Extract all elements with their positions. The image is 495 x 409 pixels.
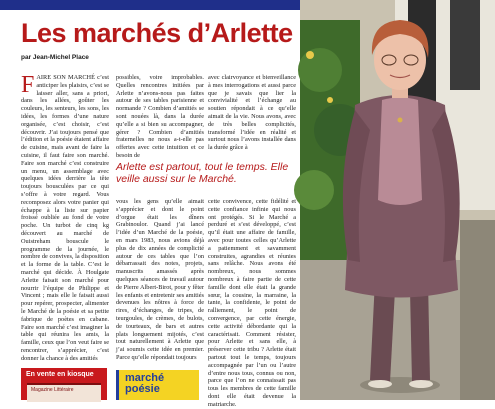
portrait-illustration (300, 0, 495, 400)
magazine-cover-thumbnail[interactable] (27, 383, 101, 402)
article-column-5 (208, 198, 296, 408)
flower-2 (327, 97, 333, 103)
necklace-pendant (398, 118, 403, 123)
kiosk-sidebar (21, 368, 107, 400)
shrub-3 (294, 170, 334, 210)
marche-poesie-cover[interactable] (116, 370, 199, 400)
article-column-1 (21, 74, 109, 362)
article-column-2 (116, 74, 204, 159)
column-2-text: possibles, voire improbables. Quelles rencontres initiées par Arlette n’avons-nous pas faites autour de ses tables parisienne et normande ? Combien d’amitiés se sont nouées là, dans la durée qu’elle a si bien su accompagner, gérer ? Combien d’amitiés fraternelles ne nous a-t-elle pas offertes avec cette intuition et ce besoin de (116, 74, 204, 159)
blouse (378, 98, 422, 206)
pull-quote: Arlette est partout, tout le temps. Elle veille aussi sur le Marché. (116, 161, 289, 185)
window-right (450, 0, 480, 90)
steps (460, 220, 495, 400)
cover-title-line-2: poésie (125, 383, 160, 395)
drop-cap: F (21, 72, 35, 98)
article-title: Les marchés d’Arlette (21, 18, 293, 48)
right-shoe (409, 380, 433, 388)
arlette-portrait-photo (300, 0, 495, 400)
column-4-text: vous les gens qu’elle aimait s’apprécier et dont le point d’orgue était les dîners Grabinoulor. Quand j’ai lancé l’idée d’un Marché de la poésie, en mars 1983, nous avions déjà plus de dix années de complicité autour de ces tables que l’on débarrassait des notes, projets, manuscrits amassés après quelques séances de travail autour de Pierre Albert-Birot, pour y fêter les enfants et entretenir ses amitiés devenues les nôtres à force de rires, d’échanges, de tripes, de teurgoules, de crèmes, de bulots, de tourteaux, de bars et autres plats longuement mijotés, c’est tout naturellement à Arlette que j’ai soumis cette idée en premier. Parce qu’elle répondait toujours (116, 198, 204, 361)
column-5-text: cette convivence, cette fidélité et cette confiance infinie qui nous ont protégés. Si le Marché a perduré et s’est développé, c’est qu’il était une affaire de famille, avec pour toutes celles qu’Arlette a patiemment et savamment construites, agrandies et réunies sans relâche. Nous avons été nombreux, nous sommes nombreux à faire partie de cette famille dont elle était la grande sœur, la cousine, la marraine, la tante, la confidente, le point de ralliement, le point de convergence, par cette énergie, cette activité débordante qui la caractérisait. Comment résister, pour Arlette et sans elle, à préserver cette tribu ? Arlette était partout tout le temps, toujours accompagnée par l’un ou l’autre d’entre nous tous, connus ou non, parce que l’on ne connaissait pas tous les membres de cette famille dont elle était devenue la matriarche. (208, 198, 296, 408)
magazine-name: Magazine Littéraire (31, 387, 74, 393)
column-3-text: avec clairvoyance et bienveillance à mes interrogations et aussi parce que je savais que lier la convivialité et l’échange au soutien répondait à ce qu’elle aimait de la vie. Nous avons, avec de très belles complicités, transformé l’idée en réalité et surtout nous l’avons installée dans la durée grâce à (208, 74, 296, 152)
left-shoe (368, 380, 392, 388)
article-byline: par Jean-Michel Place (21, 54, 89, 61)
article-column-3 (208, 74, 296, 154)
kiosk-sidebar-title: En vente en kiosque (26, 371, 94, 378)
cover-title-line-1: marché (125, 372, 165, 384)
flower-1 (306, 51, 314, 59)
cover-title (125, 373, 164, 395)
shrub-1 (298, 48, 342, 92)
column-1-text: AIRE SON MARCHÉ c’est anticiper les plaisirs, c’est se laisser aller, sans a priori, dans les allées, goûter les couleurs, les senteurs, les sons, les idées, les formes d’une nature organisée, c’est choisir, c’est découvrir. J’ai toujours pensé que l’édition et la poésie étaient affaire de cuisine, mais avant de faire la cuisine, il faut faire son marché. Faire son marché c’est construire un menu, un assemblage avec quelques idées derrière la tête toujours bousculées par ce qui s’offre à votre regard. Vous recomposez alors votre panier qui échappe à la liste sur papier froissé oubliée au fond de votre poche. Un turbot de cinq kg découvert au marché de Ouistreham bouscule le programme de la journée, le nombre de convives, la disposition et la forme de la table. C’est le marché qui décide. À Houlgate Arlette faisait son marché pour nourrir l’équipe de Philippe et Vincent ; mais elle le faisait aussi pour repérer, prospecter, alimenter le Marché de la poésie et sa petite fabrique de poètes en cabane. Faire son marché c’est imaginer la table qui réunira les amis, la famille, ceux que l’on veut faire se rencontrer, s’apprécier, c’est donner la chance à des amitiés (21, 74, 109, 362)
header-bar (0, 0, 300, 10)
